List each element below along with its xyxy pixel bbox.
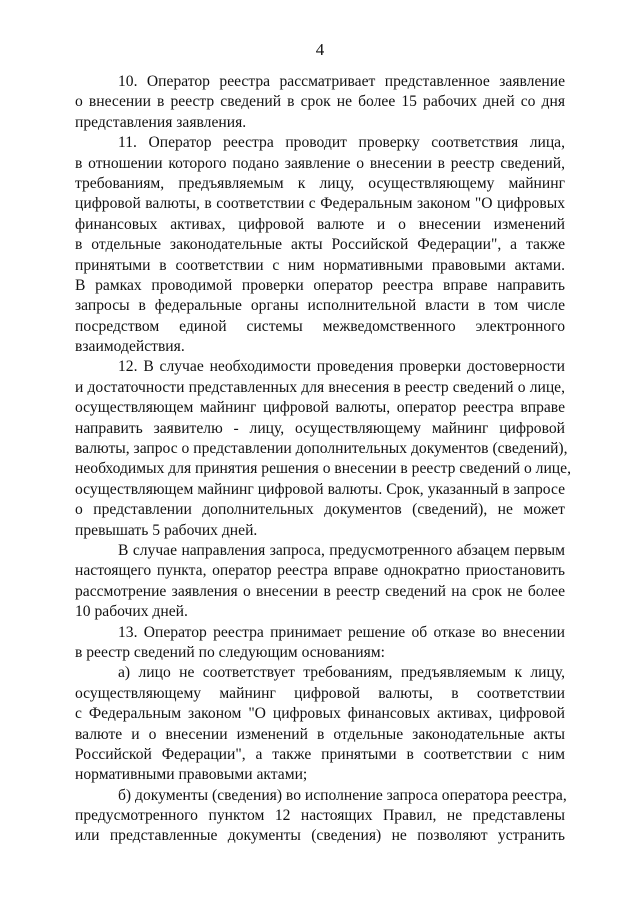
text-line: с Федеральным законом "О цифровых финансовых активах, цифровой <box>75 705 565 723</box>
text-line: осуществляющем майнинг цифровой валюты. Срок, указанный в запросе <box>75 480 565 498</box>
text-line: 10 рабочих дней. <box>75 603 188 621</box>
text-line: б) документы (сведения) во исполнение запроса оператора реестра, <box>118 786 567 804</box>
text-line: превышать 5 рабочих дней. <box>75 521 258 539</box>
text-line: нормативными правовыми актами; <box>75 766 308 784</box>
text-line: а) лицо не соответствует требованиям, предъявляемым к лицу, <box>118 664 565 682</box>
text-line: в реестр сведений по следующим основаниям: <box>75 643 385 661</box>
text-line: настоящего пункта, оператор реестра вправе однократно приостановить <box>75 562 565 580</box>
text-line: осуществляющему майнинг цифровой валюты, в соответствии <box>75 684 565 702</box>
text-line: Российской Федерации", а также принятыми в соответствии с ним <box>75 745 565 763</box>
document-body <box>75 72 571 847</box>
text-line: требованиям, предъявляемым к лицу, осуществляющему майнинг <box>75 174 565 192</box>
paragraph-p13 <box>75 623 565 664</box>
text-line: финансовых активах, цифровой валюте и о внесении изменений <box>75 215 565 233</box>
text-line: 11. Оператор реестра проводит проверку соответствия лица, <box>118 134 565 152</box>
text-line: В рамках проводимой проверки оператор реестра вправе направить <box>75 276 565 294</box>
text-line: о представлении дополнительных документов (сведений), не может <box>75 501 565 519</box>
text-line: цифровой валюты, в соответствии с Федеральным законом "О цифровых <box>75 195 565 213</box>
text-line: взаимодействия. <box>75 338 185 356</box>
page-number: 4 <box>315 40 325 59</box>
text-line: принятыми в соответствии с ним нормативными правовыми актами. <box>75 256 565 274</box>
text-line: валюте и о внесении изменений в отдельные законодательные акты <box>75 725 565 743</box>
text-line: предусмотренного пунктом 12 настоящих Правил, не представлены <box>75 807 565 825</box>
text-line: осуществляющем майнинг цифровой валюты, оператор реестра вправе <box>75 399 565 417</box>
text-line: рассмотрение заявления о внесении в реестр сведений на срок не более <box>75 582 565 600</box>
text-line: В случае направления запроса, предусмотренного абзацем первым <box>118 541 565 559</box>
text-line: представления заявления. <box>75 113 247 131</box>
text-line: запросы в федеральные органы исполнительной власти в том числе <box>75 297 565 315</box>
paragraph-p12b <box>75 541 565 623</box>
text-line: и достаточности представленных для внесения в реестр сведений о лице, <box>75 378 565 396</box>
text-line: о внесении в реестр сведений в срок не более 15 рабочих дней со дня <box>75 93 565 111</box>
text-line: валюты, запрос о представлении дополнительных документов (сведений), <box>75 440 568 458</box>
text-line: необходимых для принятия решения о внесении в реестр сведений о лице, <box>75 460 571 478</box>
paragraph-p12 <box>75 357 571 541</box>
paragraph-p13b <box>75 786 565 847</box>
text-line: посредством единой системы межведомственного электронного <box>75 317 565 335</box>
text-line: в отдельные законодательные акты Российской Федерации", а также <box>75 236 565 254</box>
text-line: 12. В случае необходимости проведения проверки достоверности <box>118 358 565 376</box>
text-line: 10. Оператор реестра рассматривает представленное заявление <box>118 73 565 90</box>
paragraph-p13a <box>75 663 565 785</box>
text-line: направить заявителю - лицу, осуществляющему майнинг цифровой <box>75 419 565 437</box>
text-line: в отношении которого подано заявление о внесении в реестр сведений, <box>75 154 565 172</box>
text-line: или представленные документы (сведения) не позволяют устранить <box>75 827 565 845</box>
paragraph-p11 <box>75 133 565 357</box>
paragraph-p10 <box>75 72 565 133</box>
text-line: 13. Оператор реестра принимает решение об отказе во внесении <box>118 623 565 641</box>
